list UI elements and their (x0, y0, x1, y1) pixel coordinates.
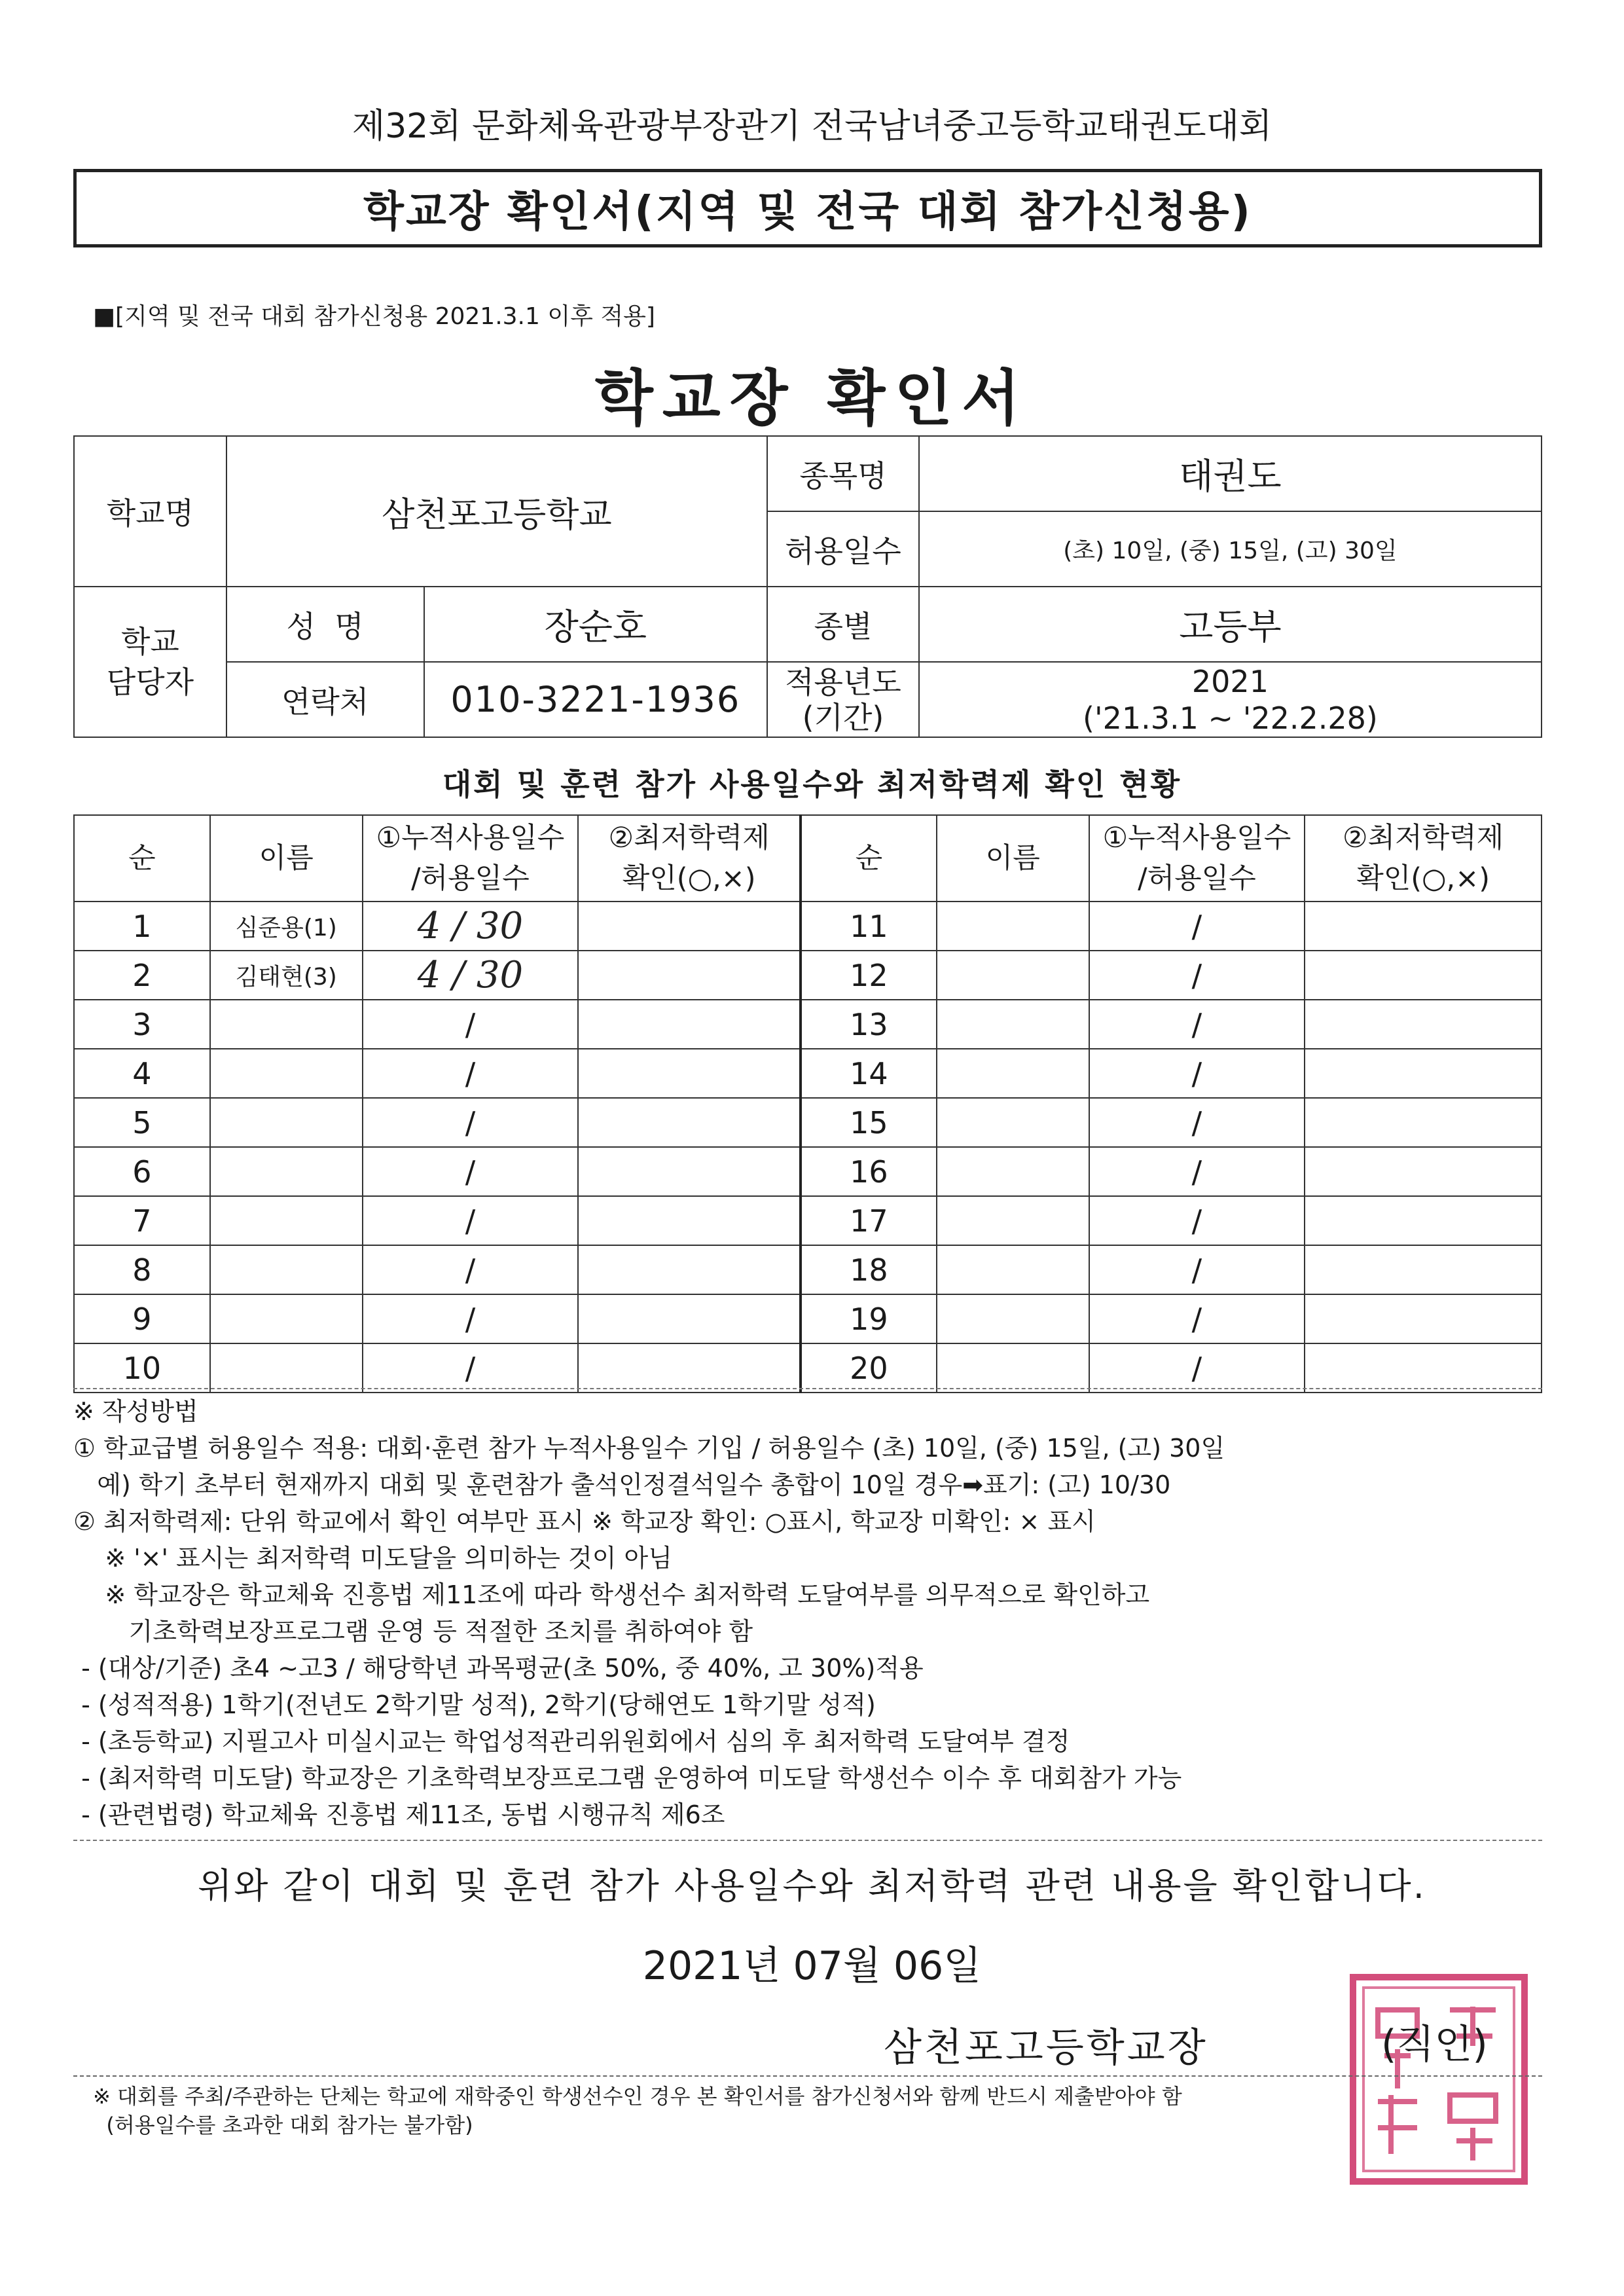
cell-check (1305, 1245, 1542, 1294)
note-line: ② 최저학력제: 단위 학교에서 확인 여부만 표시 ※ 학교장 확인: ○표시, 학교장 미확인: × 표시 (73, 1507, 1096, 1536)
note-line: - (최저학력 미도달) 학교장은 기초학력보장프로그램 운영하여 미도달 학생선수 이수 후 대회참가 가능 (73, 1764, 1182, 1793)
cell-no: 13 (801, 1000, 937, 1049)
cell-name (210, 1245, 363, 1294)
document-title: 학교장 확인서 (594, 363, 1030, 433)
cell-no: 18 (801, 1245, 937, 1294)
cell-check (578, 1294, 801, 1343)
cell-days: / (1089, 902, 1305, 951)
issue-date: 2021년 07월 06일 (642, 1943, 982, 1989)
cell-name (937, 902, 1089, 951)
form-title-box (73, 169, 1542, 247)
cell-days: / (363, 1049, 579, 1098)
name-value: 장순호 (424, 587, 768, 662)
cell-check (1305, 1049, 1542, 1098)
allowed-days-value: (초) 10일, (중) 15일, (고) 30일 (919, 511, 1542, 587)
note-line: ① 학교급별 허용일수 적용: 대회·훈련 참가 누적사용일수 기입 / 허용일수 (초) 10일, (중) 15일, (고) 30일 (73, 1434, 1225, 1463)
division-label: 종별 (767, 587, 919, 662)
table-row (74, 1147, 1542, 1196)
cell-days: 4 / 30 (363, 951, 579, 1000)
confirmation-statement: 위와 같이 대회 및 훈련 참가 사용일수와 최저학력 관련 내용을 확인합니다. (198, 1865, 1426, 1906)
note-line: ※ '×' 표시는 최저학력 미도달을 의미하는 것이 아님 (73, 1544, 672, 1573)
cell-days: / (1089, 1098, 1305, 1147)
cell-days: / (1089, 1343, 1305, 1393)
cell-check (578, 1196, 801, 1245)
cell-name (210, 1343, 363, 1393)
event-title: 제32회 문화체육관광부장관기 전국남녀중고등학교태권도대회 (352, 107, 1272, 146)
table-row (74, 1343, 1542, 1393)
writing-instructions (73, 1393, 1542, 1833)
note-line: ※ 작성방법 (73, 1397, 198, 1426)
cell-no: 8 (74, 1245, 210, 1294)
cell-check (578, 1098, 801, 1147)
cell-name (210, 1196, 363, 1245)
cell-days: / (1089, 1245, 1305, 1294)
cell-check (578, 1147, 801, 1196)
cell-days: / (363, 1196, 579, 1245)
cell-days: / (363, 1245, 579, 1294)
cell-check (578, 902, 801, 951)
footer-line-2: (허용일수를 초과한 대회 참가는 불가함) (93, 2113, 473, 2138)
note-line: - (관련법령) 학교체육 진흥법 제11조, 동법 시행규칙 제6조 (73, 1800, 725, 1829)
cell-no: 1 (74, 902, 210, 951)
table-header-row (74, 815, 1542, 902)
cell-name (210, 1098, 363, 1147)
seal-label: (직인) (1381, 2022, 1488, 2068)
cell-no: 2 (74, 951, 210, 1000)
cell-days: / (1089, 951, 1305, 1000)
note-line: - (성적적용) 1학기(전년도 2학기말 성적), 2학기(당해연도 1학기말 성적) (73, 1690, 876, 1719)
footer-divider (73, 2075, 1542, 2077)
cell-name (937, 1294, 1089, 1343)
cell-check (578, 1343, 801, 1393)
cell-days: / (1089, 1049, 1305, 1098)
cell-no: 9 (74, 1294, 210, 1343)
table-row (74, 951, 1542, 1000)
header-check: ②최저학력제 확인(○,×) (578, 815, 801, 902)
sport-value: 태권도 (919, 436, 1542, 511)
division-value: 고등부 (919, 587, 1542, 662)
sport-label: 종목명 (767, 436, 919, 511)
note-line: ※ 학교장은 학교체육 진흥법 제11조에 따라 학생선수 최저학력 도달여부를 의무적으로 확인하고 (73, 1580, 1150, 1609)
cell-days: / (363, 1147, 579, 1196)
cell-name (210, 1294, 363, 1343)
cell-no: 5 (74, 1098, 210, 1147)
school-value: 삼천포고등학교 (226, 436, 767, 587)
cell-name (210, 1000, 363, 1049)
cell-check (578, 1049, 801, 1098)
notes-list (73, 1393, 1542, 1833)
header-name: 이름 (210, 815, 363, 902)
cell-no: 12 (801, 951, 937, 1000)
cell-no: 19 (801, 1294, 937, 1343)
cell-check (1305, 1098, 1542, 1147)
cell-no: 16 (801, 1147, 937, 1196)
official-seal (1345, 1971, 1535, 2190)
table-row (74, 1294, 1542, 1343)
header-name: 이름 (937, 815, 1089, 902)
cell-name (937, 1098, 1089, 1147)
form-subtitle: ■[지역 및 전국 대회 참가신청용 2021.3.1 이후 적용] (93, 303, 655, 330)
participation-table (73, 814, 1542, 1393)
table-row (74, 1000, 1542, 1049)
cell-no: 4 (74, 1049, 210, 1098)
cell-name (937, 1343, 1089, 1393)
cell-days: / (363, 1343, 579, 1393)
cell-check (578, 1245, 801, 1294)
cell-name (937, 1245, 1089, 1294)
contact-value: 010-3221-1936 (424, 662, 768, 737)
cell-check (1305, 902, 1542, 951)
header-no: 순 (74, 815, 210, 902)
cell-check (1305, 1000, 1542, 1049)
cell-name (210, 1147, 363, 1196)
note-line: - (대상/기준) 초4 ~고3 / 해당학년 과목평균(초 50%, 중 40%, 고 30%)적용 (73, 1654, 924, 1683)
cell-no: 17 (801, 1196, 937, 1245)
cell-no: 14 (801, 1049, 937, 1098)
cell-days: / (363, 1098, 579, 1147)
cell-check (1305, 1294, 1542, 1343)
table-row (74, 902, 1542, 951)
cell-no: 3 (74, 1000, 210, 1049)
cell-check (1305, 951, 1542, 1000)
header-no: 순 (801, 815, 937, 902)
cell-no: 6 (74, 1147, 210, 1196)
manager-label: 학교 담당자 (74, 587, 226, 737)
cell-no: 20 (801, 1343, 937, 1393)
cell-days: / (363, 1000, 579, 1049)
contact-label: 연락처 (226, 662, 424, 737)
footer-line-1: ※ 대회를 주최/주관하는 단체는 학교에 재학중인 학생선수인 경우 본 확인서를 참가신청서와 함께 반드시 제출받아야 함 (93, 2084, 1182, 2109)
header-days: ①누적사용일수 /허용일수 (1089, 815, 1305, 902)
footer-note (93, 2082, 1182, 2140)
cell-name (937, 1000, 1089, 1049)
cell-name (937, 1147, 1089, 1196)
cell-name (937, 951, 1089, 1000)
header-check: ②최저학력제 확인(○,×) (1305, 815, 1542, 902)
cell-check (1305, 1343, 1542, 1393)
name-label: 성 명 (226, 587, 424, 662)
table-row (74, 1245, 1542, 1294)
principal-name: 삼천포고등학교장 (884, 2025, 1208, 2071)
school-label: 학교명 (74, 436, 226, 587)
cell-name (210, 1049, 363, 1098)
cell-name (937, 1049, 1089, 1098)
cell-days: 4 / 30 (363, 902, 579, 951)
form-title: 학교장 확인서(지역 및 전국 대회 참가신청용) (363, 188, 1252, 236)
cell-check (578, 951, 801, 1000)
table-row (74, 1049, 1542, 1098)
cell-check (1305, 1196, 1542, 1245)
section-heading: 대회 및 훈련 참가 사용일수와 최저학력제 확인 현황 (442, 767, 1182, 802)
cell-days: / (1089, 1147, 1305, 1196)
table-row (74, 1196, 1542, 1245)
note-line: 기초학력보장프로그램 운영 등 적절한 조치를 취하여야 함 (73, 1617, 753, 1646)
table-body (74, 902, 1542, 1393)
cell-no: 10 (74, 1343, 210, 1393)
cell-days: / (1089, 1000, 1305, 1049)
info-table (73, 435, 1542, 738)
cell-no: 11 (801, 902, 937, 951)
cell-no: 7 (74, 1196, 210, 1245)
table-row (74, 1098, 1542, 1147)
note-line: 예) 학기 초부터 현재까지 대회 및 훈련참가 출석인정결석일수 총합이 10일 경우➡표기: (고) 10/30 (73, 1470, 1171, 1499)
cell-name: 김태현(3) (210, 951, 363, 1000)
allowed-days-label: 허용일수 (767, 511, 919, 587)
note-line: - (초등학교) 지필고사 미실시교는 학업성적관리위원회에서 심의 후 최저학력 도달여부 결정 (73, 1727, 1070, 1756)
year-value: 2021 ('21.3.1 ~ '22.2.28) (919, 662, 1542, 737)
cell-check (578, 1000, 801, 1049)
cell-name (937, 1196, 1089, 1245)
header-days: ①누적사용일수 /허용일수 (363, 815, 579, 902)
cell-name: 심준용(1) (210, 902, 363, 951)
cell-days: / (1089, 1196, 1305, 1245)
year-label: 적용년도 (기간) (767, 662, 919, 737)
cell-no: 15 (801, 1098, 937, 1147)
cell-days: / (363, 1294, 579, 1343)
cell-check (1305, 1147, 1542, 1196)
cell-days: / (1089, 1294, 1305, 1343)
